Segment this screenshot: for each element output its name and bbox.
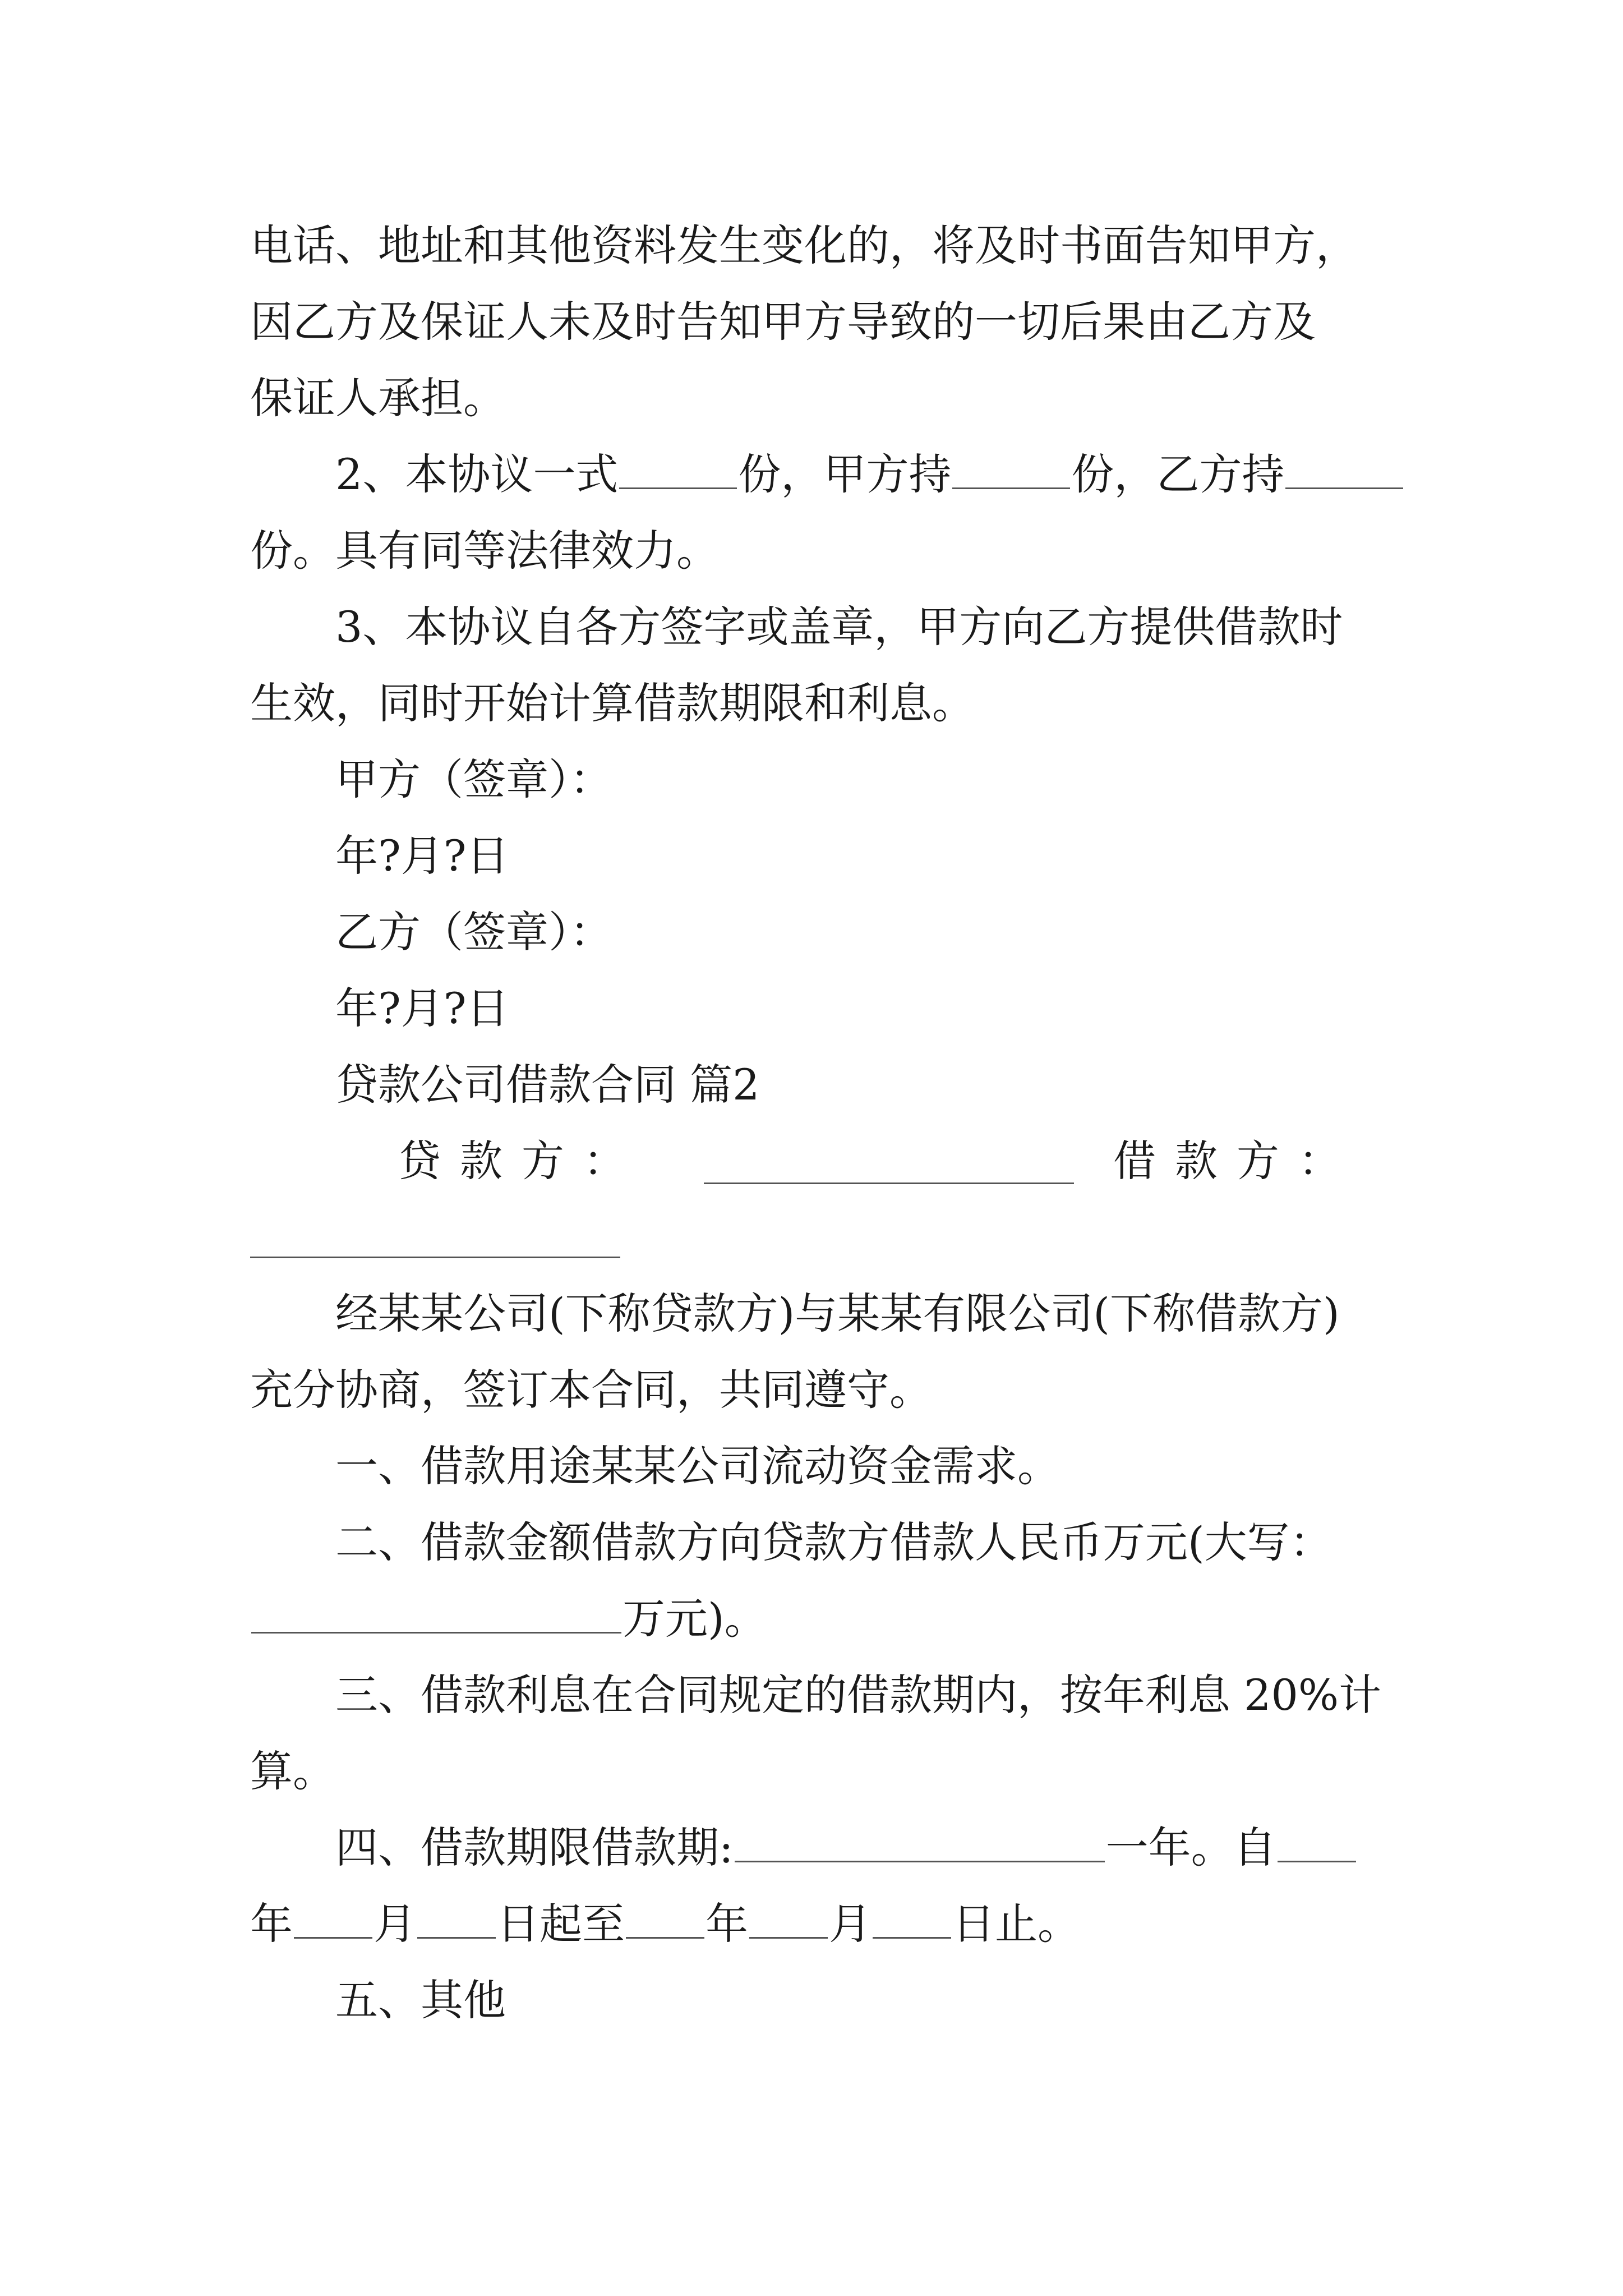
blank-amount-words	[251, 1597, 621, 1634]
date-line: 年?月?日	[335, 831, 509, 881]
clause-amount: 二、借款金额借款方向贷款方借款人民币万元(大写：	[335, 1517, 1332, 1567]
text-segment: 2、本协议一式	[335, 449, 619, 499]
clause-other: 五、其他	[335, 1975, 506, 2025]
blank-end-month	[749, 1902, 828, 1939]
clause-copies	[0, 447, 1623, 503]
lender-label: 贷款方：	[398, 1136, 645, 1186]
text-segment: 月	[374, 1899, 416, 1949]
blank-start-day	[417, 1902, 496, 1939]
clause-amount-cont	[0, 1591, 1623, 1647]
borrower-label: 借款方：	[1113, 1136, 1360, 1186]
text-segment: 日起至	[497, 1899, 625, 1949]
blank-party-b-copies	[1285, 453, 1403, 489]
text-segment: 年	[706, 1899, 748, 1949]
section-heading: 贷款公司借款合同 篇2	[335, 1060, 760, 1110]
date-line: 年?月?日	[335, 983, 509, 1033]
paragraph-line: 3、本协议自各方签字或盖章，甲方向乙方提供借款时	[335, 602, 1343, 652]
text-segment: 四、借款期限借款期:	[335, 1823, 734, 1872]
clause-interest: 三、借款利息在合同规定的借款期内，按年利息 20%计	[335, 1670, 1382, 1720]
blank-total-copies	[619, 453, 737, 489]
clause-term-dates	[0, 1896, 1623, 1952]
paragraph-line: 保证人承担。	[250, 373, 506, 423]
text-segment: 年	[250, 1899, 293, 1949]
blank-borrower	[250, 1257, 620, 1258]
paragraph-line: 算。	[250, 1746, 335, 1796]
paragraph-line: 电话、地址和其他资料发生变化的，将及时书面告知甲方，	[250, 220, 1358, 270]
blank-party-a-copies	[952, 453, 1070, 489]
paragraph-line: 充分协商，签订本合同，共同遵守。	[250, 1365, 932, 1415]
party-a-signature: 甲方（签章）：	[335, 754, 612, 804]
text-segment: 月	[829, 1899, 872, 1949]
clause-purpose: 一、借款用途某某公司流动资金需求。	[335, 1441, 1060, 1491]
blank-end-day	[873, 1902, 951, 1939]
paragraph-line: 经某某公司(下称贷款方)与某某有限公司(下称借款方)	[335, 1289, 1340, 1338]
paragraph-line: 因乙方及保证人未及时告知甲方导致的一切后果由乙方及	[250, 297, 1316, 347]
blank-start-month	[294, 1902, 372, 1939]
blank-start-year	[1278, 1826, 1356, 1862]
paragraph-line: 生效，同时开始计算借款期限和利息。	[250, 678, 975, 728]
text-segment: 一年。自	[1105, 1823, 1276, 1872]
paragraph-line: 份。具有同等法律效力。	[250, 526, 719, 576]
clause-term	[0, 1820, 1623, 1876]
text-segment: 日止。	[952, 1899, 1080, 1949]
party-b-signature: 乙方（签章）：	[335, 907, 612, 957]
blank-end-year	[626, 1902, 704, 1939]
text-segment: 万元)。	[623, 1594, 767, 1644]
text-segment: 份，乙方持	[1071, 449, 1285, 499]
text-segment: 份，甲方持	[738, 449, 952, 499]
blank-term	[735, 1826, 1105, 1862]
